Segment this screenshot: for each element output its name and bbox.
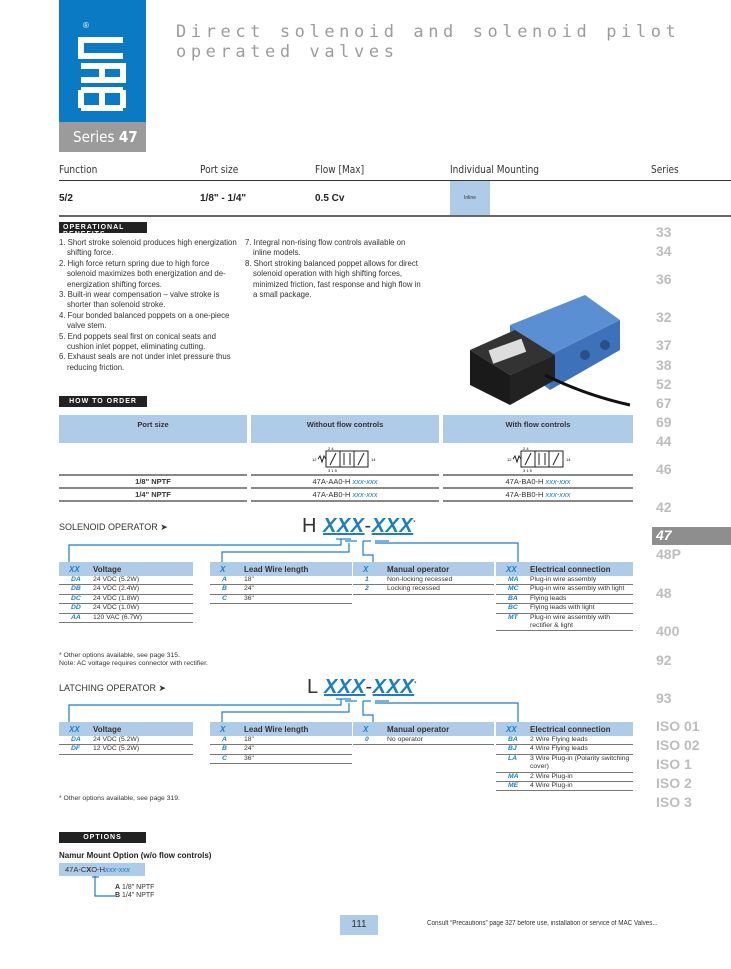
series-nav-item[interactable]: 400 — [656, 623, 680, 639]
svg-text:14: 14 — [566, 457, 571, 462]
choice-letter: A — [115, 884, 121, 891]
order-code-with-1 — [443, 477, 633, 486]
row-desc: 36" — [244, 594, 254, 602]
code-part-b: XXX — [372, 676, 415, 698]
table-row — [353, 585, 494, 594]
table-row — [496, 576, 633, 585]
header-port-size: Port size — [200, 163, 239, 176]
header-title: Lead Wire length — [244, 564, 309, 574]
latching_operator-lead_wire-table — [210, 722, 352, 764]
divider — [443, 474, 633, 476]
choice-letter: B — [115, 892, 121, 899]
row-code: C — [222, 594, 227, 602]
table-row — [496, 736, 633, 745]
header-code: X — [363, 564, 369, 574]
row-code: DC — [71, 594, 81, 602]
svg-text:12: 12 — [507, 457, 512, 462]
product-image — [455, 275, 640, 410]
benefit-item: 2. High force return spring due to high force solenoid maximizes both energization and de-energization shifting forces. — [59, 258, 226, 289]
row-desc: 24" — [244, 745, 254, 753]
code-base: 47A-AA0-H — [312, 477, 353, 486]
table-row — [496, 773, 633, 782]
code-base: 47A-BA0-H — [505, 477, 546, 486]
row-desc: 24 VDC (2.4W) — [93, 585, 140, 593]
row-code: LA — [508, 754, 518, 762]
code-suffix: xxx-xxx — [352, 490, 378, 499]
solenoid-note-1: * Other options available, see page 315. — [59, 652, 180, 659]
code-suffix: xxx-xxx — [545, 490, 571, 499]
code-pre: 47A-C — [65, 865, 87, 874]
header-series: Series — [651, 163, 679, 176]
code-base: 47A-BB0-H — [505, 490, 546, 499]
row-code: BC — [508, 604, 518, 612]
row-code: MC — [508, 585, 519, 593]
header-title: Manual operator — [387, 724, 450, 734]
row-desc: 120 VAC (6.7W) — [93, 613, 142, 621]
solenoid-operator-label: SOLENOID OPERATOR ➤ — [59, 522, 168, 532]
table-header — [353, 722, 494, 736]
row-desc: 3 Wire Plug-in (Polarity switching cover) — [530, 754, 630, 771]
latching_operator-voltage-table — [59, 722, 193, 755]
header-code: X — [363, 724, 369, 734]
svg-text:2 4: 2 4 — [523, 446, 529, 451]
row-desc: 12 VDC (5.2W) — [93, 745, 140, 753]
solenoid_operator-voltage-table — [59, 562, 193, 623]
svg-text:®: ® — [83, 21, 89, 30]
header-function: Function — [59, 163, 98, 176]
table-header — [496, 722, 633, 736]
row-desc: 18" — [244, 576, 254, 583]
code-dash: - — [364, 515, 372, 537]
mac-logo-icon — [69, 18, 135, 113]
code-prefix: H — [302, 515, 323, 537]
header-code: X — [220, 564, 226, 574]
row-desc: 24" — [244, 585, 254, 593]
code-suffix: xxx-xxx — [545, 477, 571, 486]
row-desc: Plug-in wire assembly — [530, 576, 597, 583]
order-header-port: Port size — [59, 415, 247, 443]
latching-code-connectors — [59, 697, 639, 723]
solenoid-code — [302, 515, 416, 538]
namur-choice-b — [115, 892, 154, 899]
header-mounting: Individual Mounting — [450, 163, 540, 176]
namur-title: Namur Mount Option (w/o flow controls) — [59, 851, 212, 860]
header-title: Electrical connection — [530, 724, 611, 734]
order-code-with-2 — [443, 490, 633, 499]
row-code: C — [222, 754, 227, 762]
order-header-without: Without flow controls — [251, 415, 439, 443]
row-desc: 36" — [244, 754, 254, 762]
row-code: B — [222, 745, 227, 753]
code-part-a: XXX — [323, 515, 365, 537]
table-row — [59, 576, 193, 585]
series-number: 47 — [118, 128, 138, 146]
row-code: DA — [71, 736, 81, 743]
divider — [59, 487, 247, 489]
table-header — [353, 562, 494, 576]
code-suffix: xxx-xxx — [352, 477, 378, 486]
series-nav-item[interactable]: 38 — [656, 357, 672, 373]
benefit-item: 6. Exhaust seals are not under inlet pressure thus reducing friction. — [59, 352, 231, 372]
table-header — [210, 562, 352, 576]
header-code: X — [220, 724, 226, 734]
divider — [59, 180, 731, 181]
header-title: Voltage — [93, 564, 122, 574]
divider — [251, 500, 439, 502]
value-function: 5/2 — [59, 193, 73, 204]
order-header-with: With flow controls — [443, 415, 633, 443]
row-code: 2 — [365, 585, 369, 593]
row-desc: 24 VDC (1.0W) — [93, 604, 140, 612]
table-row — [496, 755, 633, 773]
header-code: XX — [69, 564, 80, 574]
latching-operator-label: LATCHING OPERATOR ➤ — [59, 683, 167, 693]
row-desc: Plug-in wire assembly with rectifier & light — [530, 613, 611, 630]
solenoid-note-2: Note: AC voltage requires connector with rectifier. — [59, 660, 208, 667]
series-nav-item[interactable]: 92 — [656, 652, 672, 668]
series-nav-item[interactable]: 34 — [656, 243, 672, 259]
table-row — [496, 614, 633, 632]
series-nav-item[interactable]: 36 — [656, 271, 672, 287]
code-base: 47A-AB0-H — [312, 490, 353, 499]
series-label: Series — [73, 128, 115, 146]
latching-note-1: * Other options available, see page 319. — [59, 795, 180, 802]
header-code: XX — [506, 724, 517, 734]
series-nav-item[interactable]: 67 — [656, 395, 672, 411]
row-code: DA — [71, 576, 81, 583]
svg-text:3 1 5: 3 1 5 — [328, 468, 337, 473]
benefit-item: 7. Integral non-rising flow controls available on inline models. — [245, 238, 406, 258]
latching_operator-manual-table — [353, 722, 494, 745]
table-row — [59, 585, 193, 594]
benefits-left — [59, 238, 239, 373]
code-part-a: XXX — [323, 676, 366, 698]
row-desc: No operator — [387, 736, 423, 743]
choice-text: 1/4" NPTF — [122, 892, 155, 899]
svg-text:14: 14 — [371, 457, 376, 462]
series-nav-item[interactable]: 48P — [656, 546, 681, 562]
table-row — [210, 576, 352, 585]
order-code-without-1 — [251, 477, 439, 486]
header-title: Electrical connection — [530, 564, 611, 574]
table-row — [210, 736, 352, 745]
row-desc: Flying leads with light — [530, 604, 595, 612]
series-nav-item[interactable]: 52 — [656, 376, 672, 392]
section-how-to-order: HOW TO ORDER — [59, 396, 147, 407]
benefit-item: 1. Short stroke solenoid produces high energization shifting force. — [59, 238, 237, 258]
table-row — [496, 604, 633, 613]
table-row — [59, 745, 193, 754]
header-title: Voltage — [93, 724, 122, 734]
page-number: 111 — [340, 915, 378, 935]
row-desc: Non-locking recessed — [387, 576, 453, 583]
series-nav-item[interactable]: 33 — [656, 224, 672, 240]
latching-code — [307, 676, 417, 699]
svg-text:12: 12 — [312, 457, 317, 462]
table-row — [353, 736, 494, 745]
row-code: DB — [71, 585, 81, 593]
solenoid-code-connectors — [59, 537, 639, 563]
row-desc: 24 VDC (5.2W) — [93, 576, 140, 583]
table-row — [353, 576, 494, 585]
code-mid: O-H — [91, 865, 106, 874]
row-desc: Plug-in wire assembly with light — [530, 585, 625, 593]
table-row — [210, 755, 352, 764]
row-desc: 24 VDC (1.8W) — [93, 594, 140, 602]
mounting-inline-badge: Inline — [450, 181, 490, 215]
row-code: BA — [508, 594, 518, 602]
solenoid_operator-manual-table — [353, 562, 494, 595]
header-title: Manual operator — [387, 564, 450, 574]
table-row — [59, 595, 193, 604]
row-code: DD — [71, 604, 81, 612]
divider — [251, 487, 439, 489]
row-code: MT — [508, 613, 518, 621]
section-operational-benefits: OPERATIONAL BENEFITS — [59, 222, 147, 233]
solenoid_operator-lead_wire-table — [210, 562, 352, 604]
value-flow: 0.5 Cv — [315, 193, 345, 204]
series-nav-item[interactable]: 46 — [656, 461, 672, 477]
namur-code — [59, 863, 145, 876]
divider — [59, 474, 247, 476]
series-nav-item[interactable]: ISO 02 — [656, 737, 700, 753]
row-desc: 4 Wire Flying leads — [530, 745, 588, 753]
latching_operator-electrical-table — [496, 722, 633, 791]
row-desc: 2 Wire Flying leads — [530, 736, 588, 743]
row-code: A — [222, 576, 227, 583]
series-nav-item[interactable]: 42 — [656, 499, 672, 515]
divider — [59, 500, 247, 502]
row-code: BJ — [508, 745, 517, 753]
svg-text:3 1 5: 3 1 5 — [523, 468, 532, 473]
series-nav-item[interactable]: 48 — [656, 585, 672, 601]
code-dash: - — [365, 676, 373, 698]
benefit-item: 5. End poppets seal first on conical seats and cushion inlet poppet, eliminating cutting. — [59, 331, 216, 352]
series-nav-item[interactable]: 37 — [656, 337, 672, 353]
table-row — [59, 604, 193, 613]
section-options: OPTIONS — [59, 832, 146, 843]
row-code: BA — [508, 736, 518, 743]
row-code: 1 — [365, 576, 369, 583]
consult-note: Consult “Precautions” page 327 before use, installation or service of MAC Valves... — [427, 920, 658, 927]
benefit-item: 4. Four bonded balanced poppets on a one-piece valve stem. — [59, 310, 230, 331]
series-nav-item[interactable]: 69 — [656, 414, 672, 430]
code-prefix: L — [307, 676, 324, 698]
row-desc: 18" — [244, 736, 254, 743]
series-nav-item[interactable]: ISO 3 — [656, 794, 692, 810]
row-desc: 24 VDC (5.2W) — [93, 736, 140, 743]
row-code: MA — [508, 772, 519, 780]
table-row — [210, 585, 352, 594]
row-desc: 2 Wire Plug-in — [530, 772, 573, 780]
benefit-item: 8. Short stroking balanced poppet allows for direct solenoid operation with high shifting forces, minimized friction, fast response and high flow in a small package. — [245, 258, 421, 300]
table-row — [496, 595, 633, 604]
header-flow: Flow [Max] — [315, 163, 365, 176]
row-code: DF — [71, 745, 81, 753]
table-row — [210, 745, 352, 754]
table-row — [210, 595, 352, 604]
benefit-item: 3. Built-in wear compensation – valve stroke is shorter than solenoid stroke. — [59, 290, 220, 310]
row-desc: Flying leads — [530, 594, 567, 602]
solenoid_operator-electrical-table — [496, 562, 633, 631]
order-port-2: 1/4" NPTF — [135, 490, 171, 499]
choice-text: 1/8" NPTF — [122, 884, 155, 891]
row-code: ME — [508, 782, 519, 790]
table-row — [496, 782, 633, 791]
code-part-b: XXX — [371, 515, 414, 537]
divider — [443, 487, 633, 489]
divider — [251, 474, 439, 476]
divider — [443, 500, 633, 502]
series-nav-item[interactable]: ISO 2 — [656, 775, 692, 791]
series-nav-item[interactable]: 32 — [656, 309, 672, 325]
benefits-right — [245, 238, 425, 300]
table-row — [496, 585, 633, 594]
code-asterisk: * — [413, 520, 417, 527]
series-nav-item[interactable]: ISO 1 — [656, 756, 692, 772]
row-code: MA — [508, 576, 519, 583]
code-asterisk: * — [414, 681, 418, 688]
row-code: 0 — [365, 736, 369, 743]
code-x: X — [86, 865, 92, 874]
table-header — [59, 722, 193, 736]
table-header — [210, 722, 352, 736]
table-header — [496, 562, 633, 576]
row-code: AA — [71, 613, 81, 621]
series-nav-item[interactable]: 93 — [656, 690, 672, 706]
row-code: B — [222, 585, 227, 593]
order-code-without-2 — [251, 490, 439, 499]
header-code: XX — [506, 564, 517, 574]
table-row — [496, 745, 633, 754]
page-headline: Direct solenoid and solenoid pilot operated valves — [176, 22, 681, 62]
table-row — [59, 614, 193, 623]
row-code: A — [222, 736, 227, 743]
series-nav-item[interactable]: 44 — [656, 433, 672, 449]
code-suffix: xxx-xxx — [105, 865, 131, 874]
namur-choice-a — [115, 884, 154, 891]
table-row — [59, 736, 193, 745]
series-badge — [59, 122, 146, 152]
svg-text:2 4: 2 4 — [328, 446, 334, 451]
table-header — [59, 562, 193, 576]
order-port-1: 1/8" NPTF — [135, 477, 171, 486]
header-title: Lead Wire length — [244, 724, 309, 734]
mac-logo — [59, 0, 146, 122]
series-nav-active[interactable]: 47 — [652, 527, 731, 545]
divider — [59, 215, 731, 217]
row-desc: Locking recessed — [387, 585, 440, 593]
row-desc: 4 Wire Plug-in — [530, 782, 573, 790]
series-nav-item[interactable]: ISO 01 — [656, 718, 700, 734]
header-code: XX — [69, 724, 80, 734]
value-port-size: 1/8" - 1/4" — [200, 193, 247, 204]
